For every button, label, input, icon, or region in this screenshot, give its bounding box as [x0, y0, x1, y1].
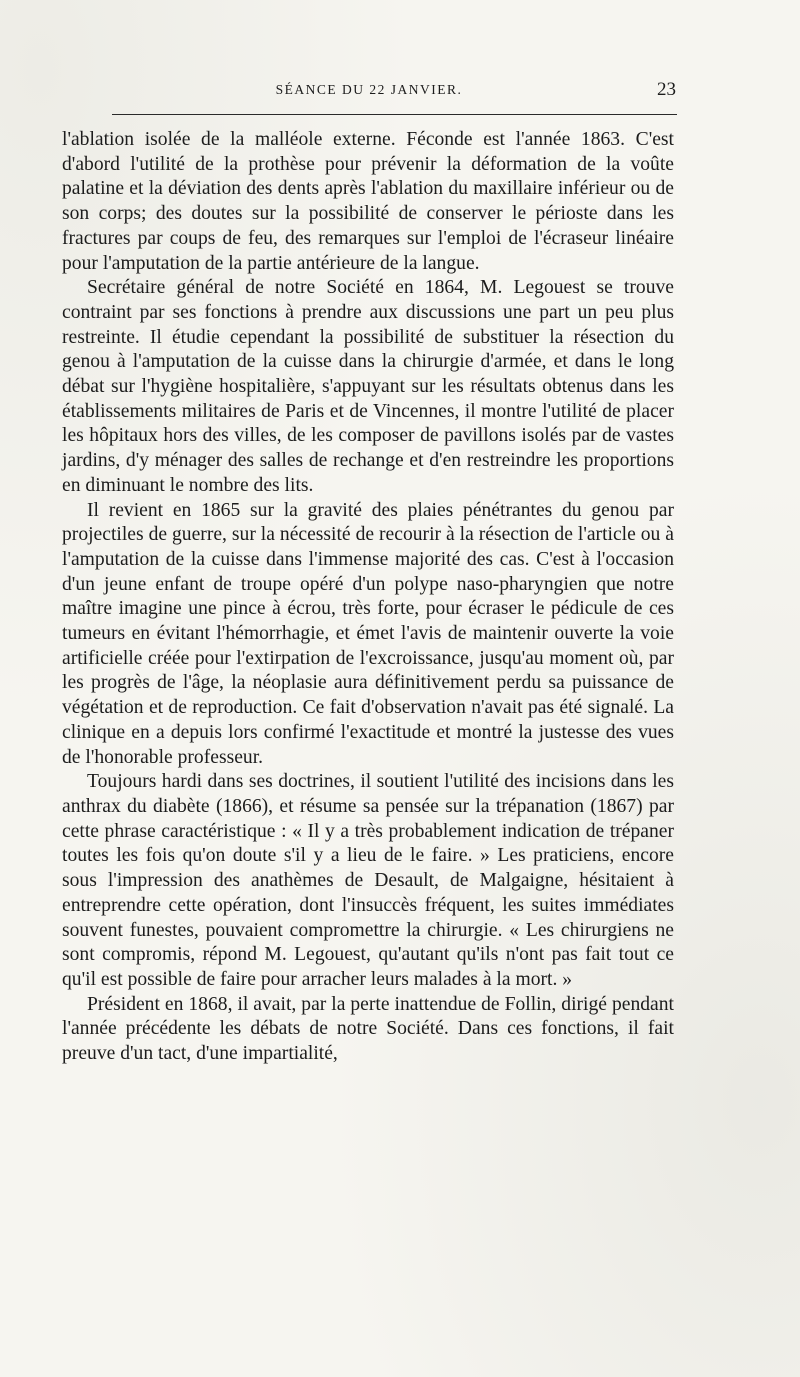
body-text — [62, 128, 674, 1067]
page-number: 23 — [657, 79, 676, 100]
paragraph-4: Toujours hardi dans ses doctrines, il soutient l'utilité des incisions dans les anthrax du diabète (1866), et résume sa pensée sur la trépanation (1867) par cette phrase caractéristique : « Il y a très probablement indication de trépaner toutes les fois qu'on doute s'il y a lieu de le faire. » Les praticiens, encore sous l'impression des anathèmes de Desault, de Malgaigne, hésitaient à entreprendre cette opération, dont l'insuccès fréquent, les suites immédiates souvent funestes, pouvaient compromettre la chirurgie. « Les chirurgiens ne sont compromis, répond M. Legouest, qu'autant qu'ils n'ont pas fait tout ce qu'il est possible de faire pour arracher leurs malades à la mort. » — [62, 771, 674, 990]
paragraph-2: Secrétaire général de notre Société en 1864, M. Legouest se trouve contraint par ses fonctions à prendre aux discussions une part un peu plus restreinte. Il étudie cependant la possibilité de substituer la résection du genou à l'amputation de la cuisse dans la chirurgie d'armée, et dans le long débat sur l'hygiène hospitalière, s'appuyant sur les résultats obtenus dans les établissements militaires de Paris et de Vincennes, il montre l'utilité de placer les hôpitaux hors des villes, de les composer de pavillons isolés par de vastes jardins, d'y ménager des salles de rechange et d'en restreindre les proportions en diminuant le nombre des lits. — [62, 277, 674, 496]
paragraph-1: l'ablation isolée de la malléole externe. Féconde est l'année 1863. C'est d'abord l'utilité de la prothèse pour prévenir la déformation de la voûte palatine et la déviation des dents après l'ablation du maxillaire inférieur ou de son corps; des doutes sur la possibilité de conserver le périoste dans les fractures par coups de feu, des remarques sur l'emploi de l'écraseur linéaire pour l'amputation de la partie antérieure de la langue. — [62, 129, 674, 274]
running-head — [62, 79, 676, 103]
header-rule — [112, 114, 677, 115]
paragraph-3: Il revient en 1865 sur la gravité des plaies pénétrantes du genou par projectiles de guerre, sur la nécessité de recourir à la résection de l'article ou à l'amputation de la cuisse dans l'immense majorité des cas. C'est à l'occasion d'un jeune enfant de troupe opéré d'un polype naso-pharyngien que notre maître imagine une pince à écrou, très forte, pour écraser le pédicule de ces tumeurs en évitant l'hémorrhagie, et émet l'avis de maintenir ouverte la voie artificielle créée pour l'extirpation de l'excroissance, jusqu'au moment où, par les progrès de l'âge, la néoplasie aura définitivement perdu sa puissance de végétation et de reproduction. Ce fait d'observation n'avait pas été signalé. La clinique en a depuis lors confirmé l'exactitude et montré la justesse des vues de l'honorable professeur. — [62, 499, 674, 768]
running-title: SÉANCE DU 22 JANVIER. — [275, 82, 463, 97]
paragraph-5: Président en 1868, il avait, par la perte inattendue de Follin, dirigé pendant l'année précédente les débats de notre Société. Dans ces fonctions, il fait preuve d'un tact, d'une impartialité, — [62, 993, 674, 1065]
